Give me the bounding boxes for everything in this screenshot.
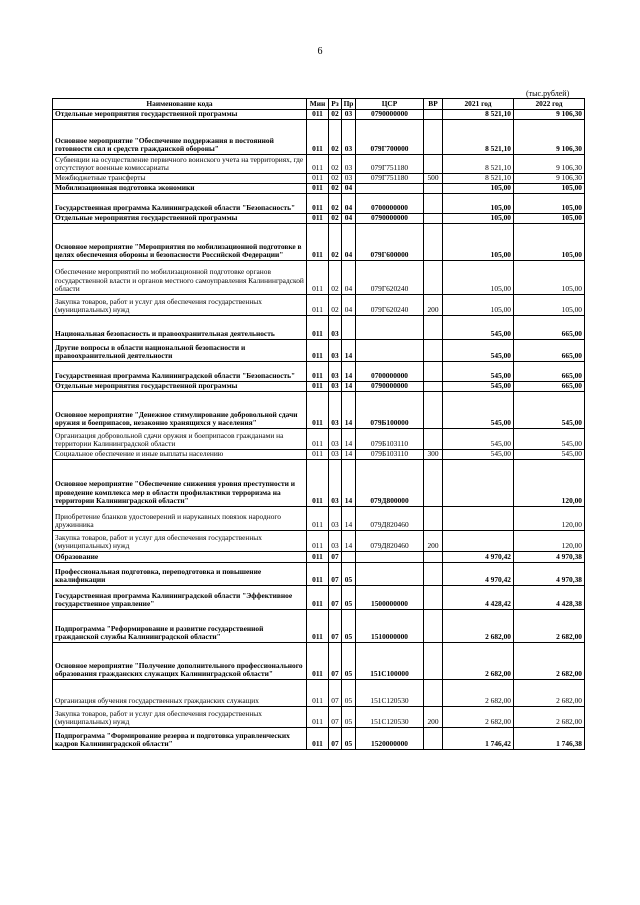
- cell-csr: 079Г751180: [356, 155, 424, 174]
- cell-2021: 4 970,42: [443, 552, 514, 563]
- cell-2022: 9 106,30: [514, 110, 585, 120]
- cell-pr: 14: [342, 382, 356, 392]
- cell-rz: 02: [329, 194, 342, 214]
- cell-csr: 079Г620240: [356, 261, 424, 295]
- cell-2022: 2 682,00: [514, 680, 585, 707]
- cell-rz: 02: [329, 110, 342, 120]
- cell-2022: 665,00: [514, 340, 585, 362]
- cell-pr: 04: [342, 194, 356, 214]
- cell-min: 011: [307, 707, 329, 728]
- cell-rz: 02: [329, 155, 342, 174]
- cell-name: Отдельные мероприятия государственной программы: [53, 110, 307, 120]
- cell-2022: 120,00: [514, 507, 585, 531]
- cell-min: 011: [307, 680, 329, 707]
- cell-2022: 2 682,00: [514, 610, 585, 643]
- table-row: [53, 429, 585, 450]
- table-row: [53, 224, 585, 261]
- cell-csr: 0790000000: [356, 110, 424, 120]
- cell-vr: [424, 586, 443, 610]
- table-row: [53, 610, 585, 643]
- header-min: Мин: [307, 99, 329, 110]
- cell-csr: 151С100000: [356, 643, 424, 680]
- cell-rz: 03: [329, 429, 342, 450]
- cell-2022: 105,00: [514, 224, 585, 261]
- cell-vr: [424, 120, 443, 155]
- cell-2022: 9 106,30: [514, 155, 585, 174]
- cell-2021: 105,00: [443, 184, 514, 194]
- cell-vr: [424, 214, 443, 224]
- cell-min: 011: [307, 184, 329, 194]
- cell-name: Государственная программа Калининградской области "Безопасность": [53, 194, 307, 214]
- cell-pr: 04: [342, 295, 356, 316]
- cell-min: 011: [307, 643, 329, 680]
- cell-2021: 545,00: [443, 340, 514, 362]
- cell-2021: 105,00: [443, 194, 514, 214]
- cell-pr: 14: [342, 392, 356, 429]
- cell-min: 011: [307, 120, 329, 155]
- cell-csr: 0790000000: [356, 382, 424, 392]
- cell-csr: 1510000000: [356, 610, 424, 643]
- cell-2021: 4 970,42: [443, 563, 514, 586]
- cell-csr: [356, 184, 424, 194]
- cell-2022: 1 746,38: [514, 728, 585, 750]
- cell-pr: 05: [342, 680, 356, 707]
- cell-2022: 545,00: [514, 429, 585, 450]
- cell-vr: [424, 340, 443, 362]
- cell-name: Национальная безопасность и правоохранительная деятельность: [53, 316, 307, 340]
- cell-name: Подпрограмма "Реформирование и развитие государственной гражданской службы Калининградской области": [53, 610, 307, 643]
- cell-pr: 04: [342, 184, 356, 194]
- cell-min: 011: [307, 214, 329, 224]
- cell-2022: 545,00: [514, 392, 585, 429]
- cell-2022: 665,00: [514, 382, 585, 392]
- cell-rz: 03: [329, 450, 342, 460]
- cell-pr: 14: [342, 340, 356, 362]
- cell-2022: 105,00: [514, 295, 585, 316]
- table-row: [53, 460, 585, 507]
- table-row: [53, 261, 585, 295]
- cell-rz: 02: [329, 174, 342, 184]
- cell-min: 011: [307, 382, 329, 392]
- table-row: [53, 643, 585, 680]
- cell-2022: 2 682,00: [514, 643, 585, 680]
- units-label: (тыс.рублей): [526, 89, 570, 98]
- header-name: Наименование кода: [53, 99, 307, 110]
- cell-rz: 07: [329, 707, 342, 728]
- cell-min: 011: [307, 340, 329, 362]
- cell-name: Закупка товаров, работ и услуг для обеспечения государственных (муниципальных) нужд: [53, 531, 307, 552]
- cell-2021: 2 682,00: [443, 707, 514, 728]
- table-row: [53, 340, 585, 362]
- cell-pr: 05: [342, 707, 356, 728]
- table-row: [53, 184, 585, 194]
- cell-min: 011: [307, 507, 329, 531]
- cell-vr: [424, 680, 443, 707]
- cell-vr: [424, 261, 443, 295]
- cell-pr: 03: [342, 110, 356, 120]
- cell-rz: 03: [329, 460, 342, 507]
- cell-csr: 079Г700000: [356, 120, 424, 155]
- cell-pr: [342, 316, 356, 340]
- cell-rz: 02: [329, 120, 342, 155]
- cell-csr: 0700000000: [356, 362, 424, 382]
- cell-2021: 545,00: [443, 382, 514, 392]
- cell-2021: 4 428,42: [443, 586, 514, 610]
- cell-csr: [356, 552, 424, 563]
- cell-2022: 120,00: [514, 460, 585, 507]
- cell-name: Организация добровольной сдачи оружия и боеприпасов гражданами на территории Калининградской области: [53, 429, 307, 450]
- cell-name: Образование: [53, 552, 307, 563]
- cell-csr: [356, 563, 424, 586]
- cell-pr: 05: [342, 586, 356, 610]
- cell-vr: [424, 643, 443, 680]
- table-row: [53, 155, 585, 174]
- cell-name: Приобретение бланков удостоверений и нарукавных повязок народного дружинника: [53, 507, 307, 531]
- cell-csr: 079Г751180: [356, 174, 424, 184]
- cell-pr: 04: [342, 224, 356, 261]
- cell-pr: 05: [342, 728, 356, 750]
- cell-2021: 105,00: [443, 295, 514, 316]
- cell-csr: 079Г600000: [356, 224, 424, 261]
- cell-vr: [424, 460, 443, 507]
- cell-pr: 05: [342, 643, 356, 680]
- cell-pr: 05: [342, 563, 356, 586]
- cell-2022: 105,00: [514, 214, 585, 224]
- table-row: [53, 110, 585, 120]
- cell-min: 011: [307, 155, 329, 174]
- cell-2021: 8 521,10: [443, 174, 514, 184]
- cell-csr: [356, 340, 424, 362]
- cell-rz: 07: [329, 643, 342, 680]
- cell-pr: 03: [342, 174, 356, 184]
- cell-csr: 079Б103110: [356, 429, 424, 450]
- cell-rz: 07: [329, 680, 342, 707]
- budget-table: [52, 98, 585, 750]
- cell-name: Государственная программа Калининградской области "Безопасность": [53, 362, 307, 382]
- table-header-row: [53, 99, 585, 110]
- cell-2021: 1 746,42: [443, 728, 514, 750]
- cell-min: 011: [307, 110, 329, 120]
- cell-2021: 105,00: [443, 224, 514, 261]
- header-csr: ЦСР: [356, 99, 424, 110]
- cell-rz: 02: [329, 295, 342, 316]
- cell-pr: 14: [342, 531, 356, 552]
- cell-name: Основное мероприятие "Получение дополнительного профессионального образования гражданских служащих Калининградской области": [53, 643, 307, 680]
- cell-pr: [342, 552, 356, 563]
- cell-2021: 545,00: [443, 392, 514, 429]
- cell-min: 011: [307, 194, 329, 214]
- header-pr: Пр: [342, 99, 356, 110]
- cell-csr: 1520000000: [356, 728, 424, 750]
- cell-2021: 2 682,00: [443, 610, 514, 643]
- cell-name: Государственная программа Калининградской области "Эффективное государственное управление": [53, 586, 307, 610]
- cell-csr: 151С120530: [356, 707, 424, 728]
- cell-2021: 545,00: [443, 450, 514, 460]
- cell-name: Основное мероприятие "Обеспечение снижения уровня преступности и проведение комплекса мер в области профилактики терроризма на территории Калининградской области": [53, 460, 307, 507]
- cell-rz: 03: [329, 382, 342, 392]
- header-2022: 2022 год: [514, 99, 585, 110]
- table-row: [53, 552, 585, 563]
- cell-2022: 4 970,38: [514, 563, 585, 586]
- cell-pr: 14: [342, 460, 356, 507]
- cell-2022: 105,00: [514, 184, 585, 194]
- table-body: [53, 110, 585, 750]
- cell-csr: 079Г620240: [356, 295, 424, 316]
- table-row: [53, 382, 585, 392]
- table-row: [53, 707, 585, 728]
- table-row: [53, 362, 585, 382]
- table-row: [53, 450, 585, 460]
- cell-vr: [424, 429, 443, 450]
- cell-csr: 079Д820460: [356, 507, 424, 531]
- cell-name: Отдельные мероприятия государственной программы: [53, 214, 307, 224]
- cell-vr: [424, 610, 443, 643]
- table-row: [53, 392, 585, 429]
- cell-2021: [443, 507, 514, 531]
- cell-2022: 9 106,30: [514, 120, 585, 155]
- cell-pr: 14: [342, 450, 356, 460]
- page-number: 6: [317, 46, 323, 57]
- cell-vr: 500: [424, 174, 443, 184]
- cell-rz: 07: [329, 586, 342, 610]
- table-row: [53, 507, 585, 531]
- cell-name: Закупка товаров, работ и услуг для обеспечения государственных (муниципальных) нужд: [53, 295, 307, 316]
- cell-2022: 4 970,38: [514, 552, 585, 563]
- cell-vr: [424, 110, 443, 120]
- cell-csr: 079Д800000: [356, 460, 424, 507]
- table-row: [53, 531, 585, 552]
- cell-2022: 665,00: [514, 316, 585, 340]
- cell-vr: 200: [424, 295, 443, 316]
- cell-min: 011: [307, 586, 329, 610]
- cell-2022: 2 682,00: [514, 707, 585, 728]
- cell-rz: 03: [329, 340, 342, 362]
- cell-2021: 105,00: [443, 261, 514, 295]
- cell-min: 011: [307, 362, 329, 382]
- cell-2021: [443, 531, 514, 552]
- cell-pr: 05: [342, 610, 356, 643]
- cell-name: Профессиональная подготовка, переподготовка и повышение квалификации: [53, 563, 307, 586]
- header-rz: Рз: [329, 99, 342, 110]
- table-row: [53, 174, 585, 184]
- cell-min: 011: [307, 728, 329, 750]
- cell-vr: [424, 155, 443, 174]
- table-row: [53, 680, 585, 707]
- cell-2022: 545,00: [514, 450, 585, 460]
- cell-min: 011: [307, 392, 329, 429]
- cell-min: 011: [307, 552, 329, 563]
- cell-min: 011: [307, 460, 329, 507]
- cell-2021: 2 682,00: [443, 643, 514, 680]
- cell-vr: [424, 563, 443, 586]
- cell-name: Субвенции на осуществление первичного воинского учета на территориях, где отсутствуют военные комиссариаты: [53, 155, 307, 174]
- cell-rz: 02: [329, 184, 342, 194]
- cell-min: 011: [307, 610, 329, 643]
- cell-2022: 120,00: [514, 531, 585, 552]
- cell-name: Организация обучения государственных гражданских служащих: [53, 680, 307, 707]
- cell-vr: [424, 382, 443, 392]
- cell-vr: 300: [424, 450, 443, 460]
- cell-2021: 8 521,10: [443, 120, 514, 155]
- cell-rz: 03: [329, 392, 342, 429]
- cell-min: 011: [307, 450, 329, 460]
- cell-csr: 079Б103110: [356, 450, 424, 460]
- cell-vr: [424, 316, 443, 340]
- cell-2021: 545,00: [443, 316, 514, 340]
- header-vr: ВР: [424, 99, 443, 110]
- cell-csr: 1500000000: [356, 586, 424, 610]
- cell-rz: 07: [329, 610, 342, 643]
- cell-rz: 02: [329, 214, 342, 224]
- cell-name: Закупка товаров, работ и услуг для обеспечения государственных (муниципальных) нужд: [53, 707, 307, 728]
- cell-min: 011: [307, 316, 329, 340]
- cell-vr: [424, 224, 443, 261]
- table-row: [53, 728, 585, 750]
- cell-csr: 0790000000: [356, 214, 424, 224]
- cell-min: 011: [307, 174, 329, 184]
- cell-2022: 665,00: [514, 362, 585, 382]
- cell-vr: [424, 552, 443, 563]
- cell-vr: 200: [424, 707, 443, 728]
- cell-rz: 02: [329, 224, 342, 261]
- header-2021: 2021 год: [443, 99, 514, 110]
- cell-vr: [424, 184, 443, 194]
- cell-2022: 105,00: [514, 194, 585, 214]
- cell-min: 011: [307, 261, 329, 295]
- cell-rz: 03: [329, 316, 342, 340]
- cell-name: Обеспечение мероприятий по мобилизационной подготовке органов государственной власти и органов местного самоуправления Калининградской области: [53, 261, 307, 295]
- cell-vr: [424, 362, 443, 382]
- cell-pr: 14: [342, 507, 356, 531]
- cell-name: Подпрограмма "Формирование резерва и подготовка управленческих кадров Калининградской области": [53, 728, 307, 750]
- cell-rz: 07: [329, 552, 342, 563]
- cell-pr: 03: [342, 120, 356, 155]
- cell-2021: 2 682,00: [443, 680, 514, 707]
- cell-vr: [424, 392, 443, 429]
- cell-csr: 079Б100000: [356, 392, 424, 429]
- cell-rz: 03: [329, 507, 342, 531]
- cell-min: 011: [307, 531, 329, 552]
- table-row: [53, 214, 585, 224]
- cell-vr: [424, 194, 443, 214]
- cell-vr: [424, 728, 443, 750]
- cell-rz: 02: [329, 261, 342, 295]
- cell-vr: 200: [424, 531, 443, 552]
- cell-name: Основное мероприятие "Обеспечение поддержания в постоянной готовности сил и средств гражданской обороны": [53, 120, 307, 155]
- cell-name: Основное мероприятие "Мероприятия по мобилизационной подготовке в целях обеспечения обороны и безопасности Российской Федерации": [53, 224, 307, 261]
- cell-name: Отдельные мероприятия государственной программы: [53, 382, 307, 392]
- cell-vr: [424, 507, 443, 531]
- cell-2022: 105,00: [514, 261, 585, 295]
- cell-2022: 9 106,30: [514, 174, 585, 184]
- cell-rz: 07: [329, 728, 342, 750]
- cell-2021: 545,00: [443, 429, 514, 450]
- cell-pr: 04: [342, 214, 356, 224]
- cell-csr: 151С120530: [356, 680, 424, 707]
- cell-pr: 14: [342, 429, 356, 450]
- cell-name: Мобилизационная подготовка экономики: [53, 184, 307, 194]
- table-row: [53, 120, 585, 155]
- cell-rz: 07: [329, 563, 342, 586]
- cell-min: 011: [307, 295, 329, 316]
- cell-name: Другие вопросы в области национальной безопасности и правоохранительной деятельности: [53, 340, 307, 362]
- cell-min: 011: [307, 563, 329, 586]
- cell-rz: 03: [329, 531, 342, 552]
- cell-csr: 079Д820460: [356, 531, 424, 552]
- cell-2021: 105,00: [443, 214, 514, 224]
- cell-pr: 14: [342, 362, 356, 382]
- table-row: [53, 586, 585, 610]
- cell-csr: [356, 316, 424, 340]
- table-row: [53, 316, 585, 340]
- table-row: [53, 194, 585, 214]
- cell-name: Социальное обеспечение и иные выплаты населению: [53, 450, 307, 460]
- cell-rz: 03: [329, 362, 342, 382]
- cell-csr: 0700000000: [356, 194, 424, 214]
- cell-pr: 03: [342, 155, 356, 174]
- cell-name: Основное мероприятие "Денежное стимулирование добровольной сдачи оружия и боеприпасов, незаконно хранящихся у населения": [53, 392, 307, 429]
- cell-pr: 04: [342, 261, 356, 295]
- cell-min: 011: [307, 224, 329, 261]
- cell-min: 011: [307, 429, 329, 450]
- table-row: [53, 563, 585, 586]
- cell-2021: [443, 460, 514, 507]
- table-row: [53, 295, 585, 316]
- cell-name: Межбюджетные трансферты: [53, 174, 307, 184]
- cell-2022: 4 428,38: [514, 586, 585, 610]
- cell-2021: 8 521,10: [443, 155, 514, 174]
- cell-2021: 8 521,10: [443, 110, 514, 120]
- cell-2021: 545,00: [443, 362, 514, 382]
